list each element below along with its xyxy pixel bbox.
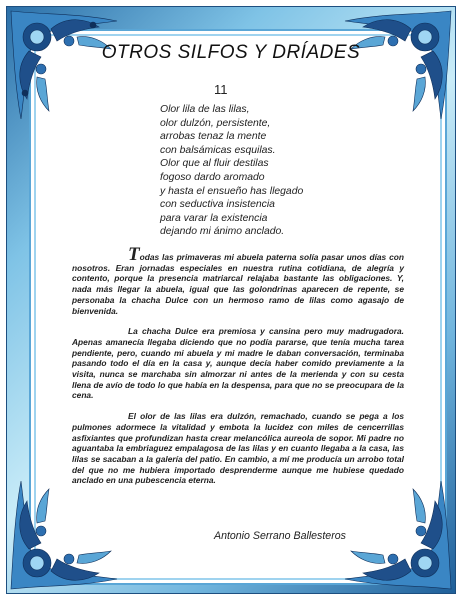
drop-cap: T [128,244,140,265]
paragraph: La chacha Dulce era premiosa y cansina pero muy madrugadora. Apenas amanecía llegaba diciendo que no podía pararse, que tenía mucha tarea pendiente, pero, cuando mi abuela y mi madre le daban conversación, terminaba pasando todo el día en la casa y, aunque decía haber comido previamente a la visita, nunca se marchaba sin almorzar ni antes de la merienda y con su cesta llena de avío de todo lo que había en la despensa, para que no se preocupara de la cena. [72,326,404,401]
poem-line: con balsámicas esquilas. [160,144,276,156]
poem-line: y hasta el ensueño has llegado [160,185,304,197]
poem [160,103,303,239]
poem-line: Olor que al fluir destilas [160,158,269,170]
paragraph [72,244,404,316]
poem-number: 11 [214,82,228,97]
paragraph-text: odas las primaveras mi abuela paterna solía pasar unos días con nosotros. Eran jornadas especiales en nuestra rutina cotidiana, de alegría y contento, porque la presencia matriarcal relajaba bastante las obligaciones. Y, nada más llegar la abuela, igual que las golondrinas aparecen de repente, se personaba la chacha Dulce con un hermoso ramo de lilas como agasajo de bienvenida. [72,252,404,316]
paragraph: El olor de las lilas era dulzón, remachado, cuando se pega a los pulmones adormece la vitalidad y embota la lucidez con miles de cencerrillas asfixiantes que profundizan hasta crear melancólica aureola de sopor. Mi padre no aguantaba la embriaguez empalagosa de las lilas y en cuanto llegaba a la casa, las lilas se sacaban a la galería del patio. En cambio, a mí me producía un arrobo total del que no me hubiera importado desprenderme aunque me hubiese quedado anclado en una pubescencia eterna. [72,411,404,486]
ornamental-corner-icon [335,7,455,127]
prose-body [72,244,404,496]
poem-line: arrobas tenaz la mente [160,131,267,143]
poem-line: fogoso dardo aromado [160,171,265,183]
ornamental-corner-icon [7,7,127,127]
author-signature: Antonio Serrano Ballesteros [214,530,346,542]
page-title: OTROS SILFOS Y DRÍADES [101,42,361,63]
poem-line: Olor lila de las lilas, [160,104,250,115]
poem-line: dejando mi ánimo anclado. [160,226,285,238]
poem-line: para varar la existencia [160,212,268,224]
poem-line: olor dulzón, persistente, [160,117,271,129]
poem-line: con seductiva insistencia [160,199,275,211]
